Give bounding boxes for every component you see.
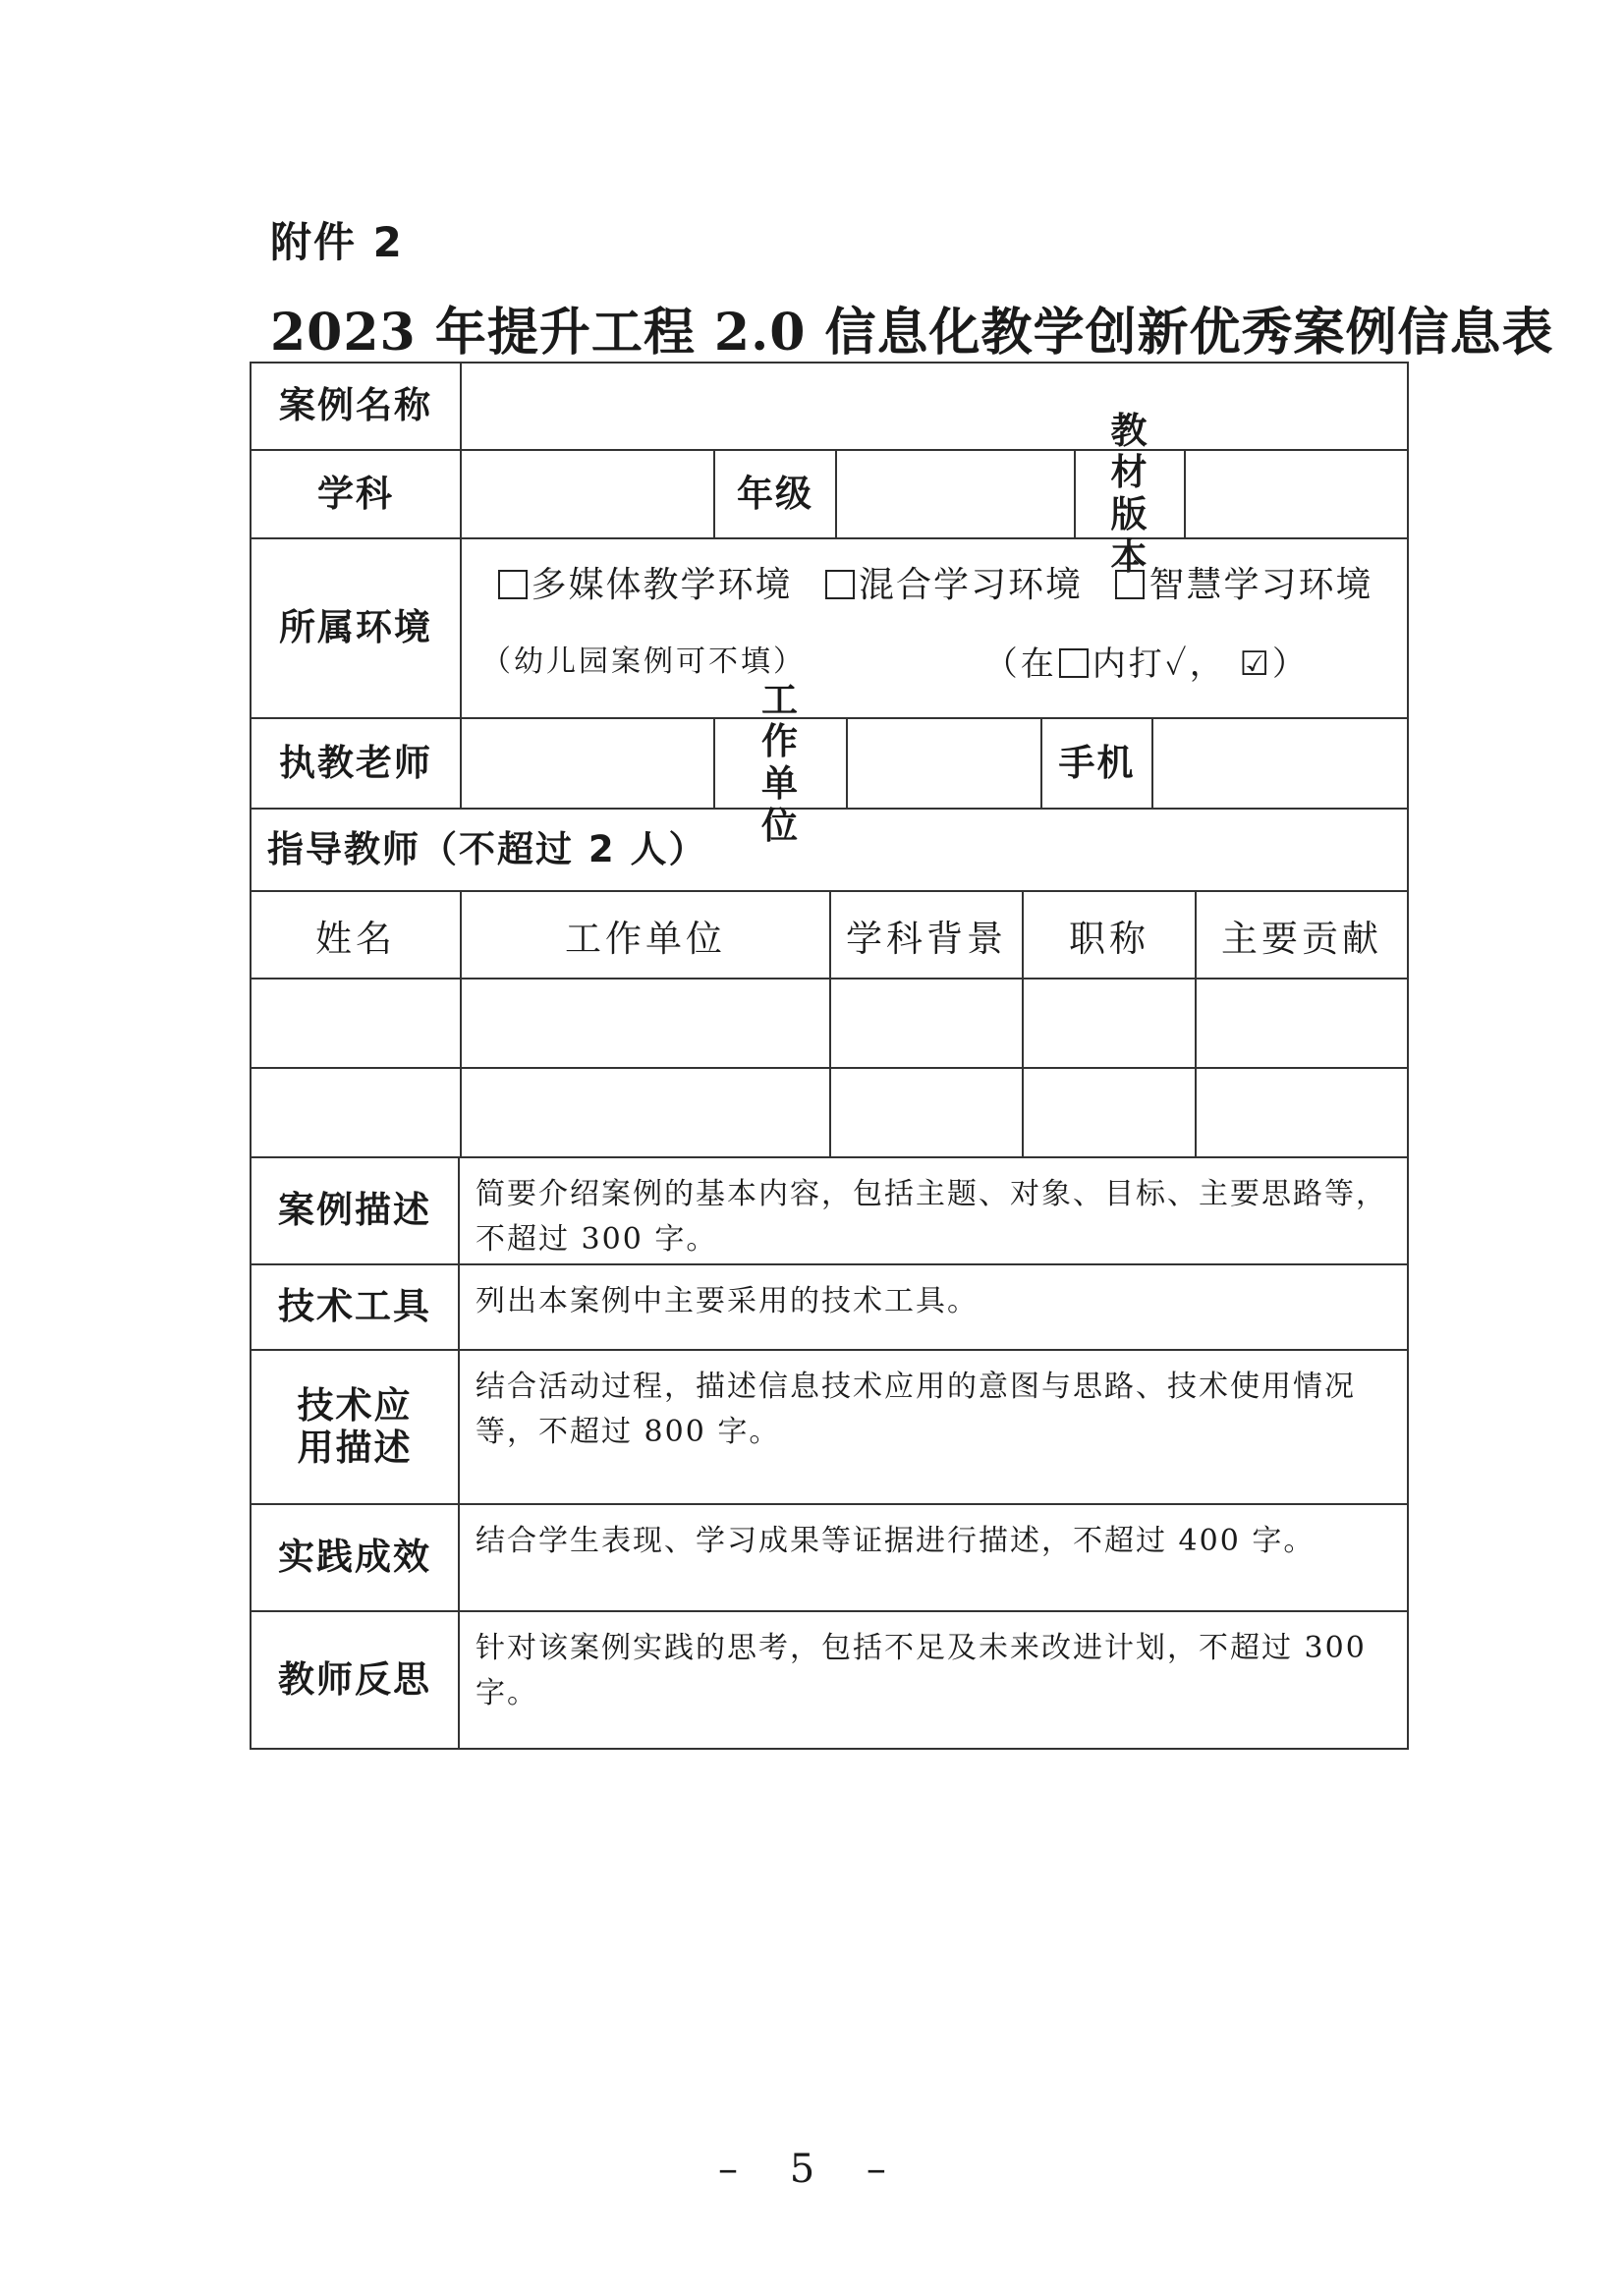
mentor-col-title: 职称 [1024,892,1197,978]
checked-box-icon: ☑ [1239,644,1272,684]
page-title: 2023 年提升工程 2.0 信息化教学创新优秀案例信息表 [270,303,1554,363]
mentor-2-contribution-field[interactable] [1197,1069,1407,1156]
mentor-col-contribution: 主要贡献 [1221,917,1382,960]
row-teacher [250,678,1409,847]
environment-label: 所属环境 [252,539,462,717]
option-multimedia-label: 多媒体教学环境 [531,565,793,605]
checkbox-smart[interactable] [1115,570,1145,599]
checkbox-blended[interactable] [825,570,855,599]
option-smart-label: 智慧学习环境 [1148,565,1373,605]
table-row [250,1067,1409,1156]
tick-instruction-prefix: （在 [983,644,1057,684]
row-teacher-reflection [250,1610,1409,1750]
teacher-reflection-label: 教师反思 [252,1612,460,1748]
mentor-2-unit-field[interactable] [462,1069,831,1156]
mentor-1-title-field[interactable] [1024,980,1197,1067]
row-case-name [250,362,1409,449]
attachment-label: 附件 2 [270,218,404,266]
mentor-col-work-unit: 工作单位 [462,892,831,978]
subject-label: 学科 [252,451,462,537]
tech-application-label: 技术应用描述 [252,1351,460,1503]
mentor-2-subject-field[interactable] [831,1069,1024,1156]
tech-tools-label: 技术工具 [252,1265,460,1349]
phone-field[interactable] [1153,719,1407,808]
textbook-field[interactable] [1186,451,1407,537]
grade-label: 年级 [715,451,837,537]
tick-instruction-suffix: ） [1272,644,1309,684]
row-case-description [250,1156,1409,1263]
work-unit-label: 工作单位 [715,719,848,808]
case-name-field[interactable] [462,364,1407,449]
checkbox-multimedia[interactable] [498,570,528,599]
tech-application-field[interactable]: 结合活动过程，描述信息技术应用的意图与思路、技术使用情况等，不超过 800 字。 [476,1370,1356,1449]
example-box-icon [1059,648,1089,678]
case-description-field[interactable]: 简要介绍案例的基本内容，包括主题、对象、目标、主要思路等，不超过 300 字。 [476,1177,1387,1257]
mentor-col-subject: 学科背景 [831,892,1024,978]
environment-note-row [481,637,1387,685]
case-description-label: 案例描述 [252,1158,460,1263]
tick-instruction [984,637,1309,685]
environment-option-list [481,557,1387,607]
mentor-2-name-field[interactable] [252,1069,462,1156]
environment-options [462,539,1407,717]
option-blended-label: 混合学习环境 [858,565,1083,605]
page-number: – 5 – [718,2147,906,2192]
mentor-table-header [250,890,1409,978]
row-environment [250,537,1409,717]
teacher-reflection-field[interactable]: 针对该案例实践的思考，包括不足及未来改进计划，不超过 300 字。 [476,1631,1367,1710]
tick-instruction-middle: 内打✓， [1092,644,1226,684]
mentor-2-title-field[interactable] [1024,1069,1197,1156]
subject-field[interactable] [462,451,715,537]
row-subject [250,409,1409,578]
mentor-1-unit-field[interactable] [462,980,831,1067]
case-info-form [250,362,1409,1750]
row-tech-application [250,1349,1409,1503]
practice-effect-label: 实践成效 [252,1505,460,1610]
mentor-1-name-field[interactable] [252,980,462,1067]
mentor-section-label: 指导教师（不超过 2 人） [267,827,707,870]
textbook-label: 教材版本 [1076,451,1186,537]
mentor-1-contribution-field[interactable] [1197,980,1407,1067]
case-name-label: 案例名称 [252,364,462,449]
kindergarten-note: （幼儿园案例可不填） [481,644,806,679]
teacher-label: 执教老师 [252,719,462,808]
row-tech-tools [250,1263,1409,1349]
row-practice-effect [250,1503,1409,1610]
mentor-1-subject-field[interactable] [831,980,1024,1067]
teacher-field[interactable] [462,719,715,808]
tech-tools-field[interactable]: 列出本案例中主要采用的技术工具。 [476,1284,979,1318]
practice-effect-field[interactable]: 结合学生表现、学习成果等证据进行描述，不超过 400 字。 [476,1524,1316,1558]
phone-label: 手机 [1042,719,1153,808]
row-mentor-title [250,808,1409,890]
table-row [250,978,1409,1067]
grade-field[interactable] [837,451,1076,537]
work-unit-field[interactable] [848,719,1042,808]
mentor-col-name: 姓名 [252,892,462,978]
